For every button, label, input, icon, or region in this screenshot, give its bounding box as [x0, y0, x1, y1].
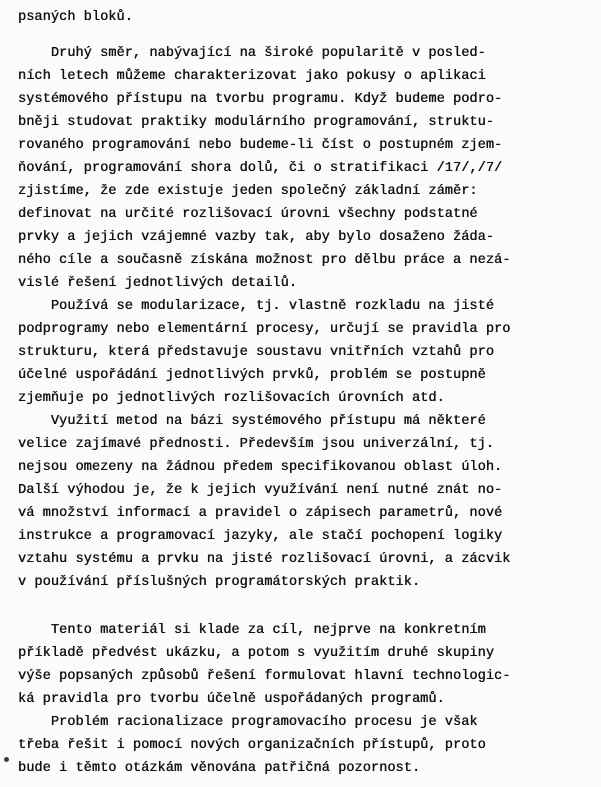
text-line: systémového přístupu na tvorbu programu. Když budeme podro-	[18, 92, 503, 107]
text-line: rovaného programování nebo budeme-li číst o postupném zjem-	[18, 138, 503, 153]
text-line: třeba řešit i pomocí nových organizačních přístupů, proto	[18, 738, 486, 753]
text-line: vztahu systému a prvku na jisté rozlišovací úrovni, a zácvik	[18, 552, 511, 567]
text-line: účelné uspořádání jednotlivých prvků, problém se postupně	[18, 368, 486, 383]
text-line: zjistíme, že zde existuje jeden společný základní záměr:	[18, 184, 478, 199]
text-line: strukturu, která představuje soustavu vnitřních vztahů pro	[18, 345, 495, 360]
text-line: ného cíle a současně získána možnost pro dělbu práce a nezá-	[18, 253, 511, 268]
text-line: bude i těmto otázkám věnována patřičná pozornost.	[18, 761, 421, 776]
text-line: Další výhodou je, že k jejich využívání není nutné znát no-	[18, 483, 503, 498]
text-line: instrukce a programovací jazyky, ale stačí pochopení logiky	[18, 529, 503, 544]
text-line: ních letech můžeme charakterizovat jako pokusy o aplikaci	[18, 69, 486, 84]
text-line: ká pravidla pro tvorbu účelně uspořádaných programů.	[18, 692, 445, 707]
text-line: Tento materiál si klade za cíl, nejprve na konkretním	[18, 623, 486, 638]
ink-spot	[4, 757, 9, 762]
text-line: podprogramy nebo elementární procesy, určují se pravidla pro	[18, 322, 511, 337]
text-line: výše popsaných způsobů řešení formulovat hlavní technologic-	[18, 669, 511, 684]
text-line: nejsou omezeny na žádnou předem specifikovanou oblast úloh.	[18, 460, 503, 475]
text-line: ňování, programování shora dolů, či o stratifikaci /17/,/7/	[18, 161, 503, 176]
text-line: velice zajímavé přednosti. Především jsou univerzální, tj.	[18, 437, 495, 452]
text-line: Používá se modularizace, tj. vlastně rozkladu na jisté	[18, 299, 495, 314]
text-line: Využití metod na bázi systémového přístupu má některé	[18, 414, 486, 429]
text-line: Druhý směr, nabývající na široké popularitě v posled-	[18, 46, 486, 61]
text-line: vislé řešení jednotlivých detailů.	[18, 276, 298, 291]
text-line: psaných bloků.	[18, 10, 133, 25]
text-line: v používání příslušných programátorských praktik.	[18, 575, 421, 590]
text-line: příkladě předvést ukázku, a potom s využitím druhé skupiny	[18, 646, 495, 661]
text-line: Problém racionalizace programovacího procesu je však	[18, 715, 478, 730]
text-line: prvky a jejich vzájemné vazby tak, aby bylo dosaženo žáda-	[18, 230, 495, 245]
text-line: vá množství informací a pravidel o zápisech parametrů, nové	[18, 506, 503, 521]
text-line: zjemňuje po jednotlivých rozlišovacích úrovních atd.	[18, 391, 445, 406]
text-line: bněji studovat praktiky modulárního programování, struktu-	[18, 115, 495, 130]
text-line: definovat na určité rozlišovací úrovni všechny podstatné	[18, 207, 478, 222]
